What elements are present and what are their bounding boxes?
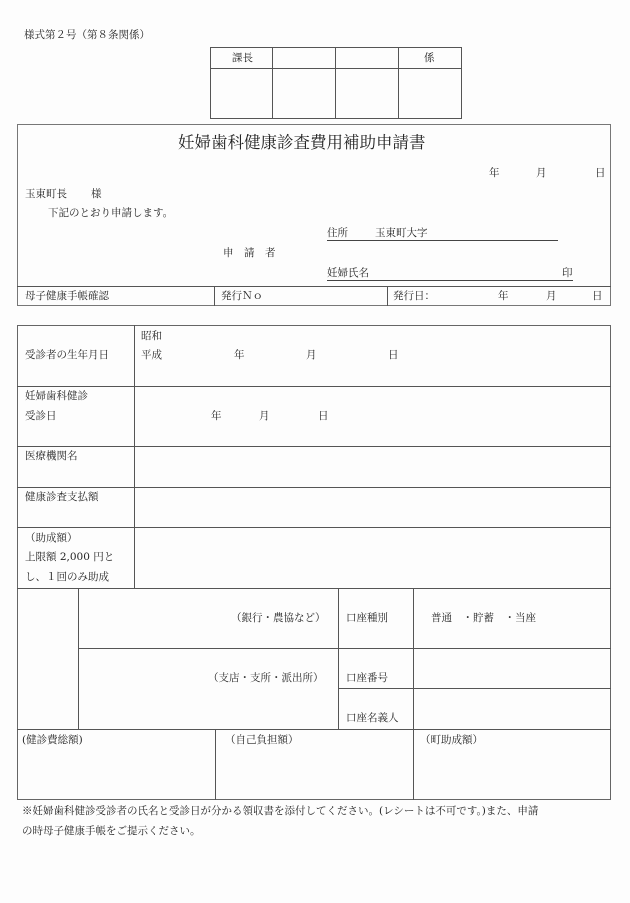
birth-month-label: 月: [306, 349, 317, 361]
handbook-check-label: 母子健康手帳確認: [25, 290, 109, 302]
exam-date-label-line1: 妊婦歯科健診: [25, 390, 88, 402]
exam-month-label: 月: [259, 410, 270, 422]
birth-year-label: 年: [234, 349, 245, 361]
issue-no-field[interactable]: [268, 287, 386, 305]
self-pay-field[interactable]: [216, 750, 412, 799]
addressee-honorific: 様: [91, 188, 102, 200]
subsidy-label-line3: し、１回のみ助成: [25, 571, 109, 583]
approval-header-section-chief: 課長: [232, 52, 253, 64]
approval-stamp-cell-4[interactable]: [399, 69, 461, 118]
applicant-name-label: 妊婦氏名: [327, 267, 369, 279]
exam-date-label-line2: 受診日: [25, 410, 57, 422]
birthdate-label: 受診者の生年月日: [25, 349, 109, 361]
address-value: 玉東町大字: [375, 227, 428, 239]
subsidy-field[interactable]: [135, 528, 610, 588]
account-type-label: 口座種別: [346, 612, 388, 624]
subsidy-label-line1: （助成額）: [25, 532, 78, 544]
account-type-options[interactable]: 普通 ・貯蓄 ・当座: [431, 612, 536, 624]
payment-label: 健康診査支払額: [25, 491, 99, 503]
birth-day-label: 日: [388, 349, 399, 361]
exam-year-label: 年: [211, 410, 222, 422]
payment-field[interactable]: [135, 488, 610, 527]
branch-name-field[interactable]: [79, 649, 338, 729]
approval-stamp-cell-3[interactable]: [336, 69, 398, 118]
institution-label: 医療機関名: [25, 450, 78, 462]
issue-month-label: 月: [546, 290, 557, 302]
era-heisei[interactable]: 平成: [141, 349, 162, 361]
account-number-label: 口座番号: [346, 672, 388, 684]
exam-day-label: 日: [318, 410, 329, 422]
issue-date-label: 発行日：: [393, 290, 435, 302]
address-field[interactable]: [327, 227, 558, 241]
approval-stamp-cell-1[interactable]: [211, 69, 272, 118]
addressee-name: 玉東町長: [25, 188, 67, 200]
date-month-label: 月: [536, 167, 547, 179]
seal-mark: 印: [562, 267, 573, 279]
town-subsidy-field[interactable]: [414, 750, 610, 799]
form-number: 様式第２号（第８条関係）: [24, 29, 150, 41]
date-year-label: 年: [489, 167, 500, 179]
branch-hint: （支店・支所・派出所）: [208, 672, 324, 684]
issue-no-label: 発行Ｎｏ: [221, 290, 263, 302]
address-label: 住所: [327, 227, 348, 239]
total-cost-label: (健診費総額): [22, 734, 83, 746]
town-subsidy-label: （町助成額）: [420, 734, 483, 746]
account-number-field[interactable]: [414, 649, 610, 688]
issue-day-label: 日: [592, 290, 603, 302]
subsidy-label-line2: 上限額 2,000 円と: [25, 551, 115, 563]
note-line-2: の時母子健康手帳をご提示ください。: [22, 825, 201, 837]
account-holder-field[interactable]: [414, 689, 610, 729]
bank-hint: （銀行・農協など）: [231, 612, 326, 624]
page-title: 妊婦歯科健康診査費用補助申請書: [178, 133, 426, 152]
self-pay-label: （自己負担額）: [225, 734, 299, 746]
era-showa[interactable]: 昭和: [141, 330, 162, 342]
total-cost-field[interactable]: [18, 750, 214, 799]
approval-header-staff: 係: [424, 52, 435, 64]
issue-year-label: 年: [498, 290, 509, 302]
approval-stamp-cell-2[interactable]: [273, 69, 335, 118]
applicant-label: 申 請 者: [223, 247, 276, 259]
date-day-label: 日: [595, 167, 606, 179]
institution-field[interactable]: [135, 447, 610, 487]
intro-text: 下記のとおり申請します。: [48, 207, 174, 219]
note-line-1: ※妊婦歯科健診受診者の氏名と受診日が分かる領収書を添付してください。(レシートは不可です。)また、申請: [22, 805, 539, 817]
account-holder-label: 口座名義人: [346, 712, 399, 724]
